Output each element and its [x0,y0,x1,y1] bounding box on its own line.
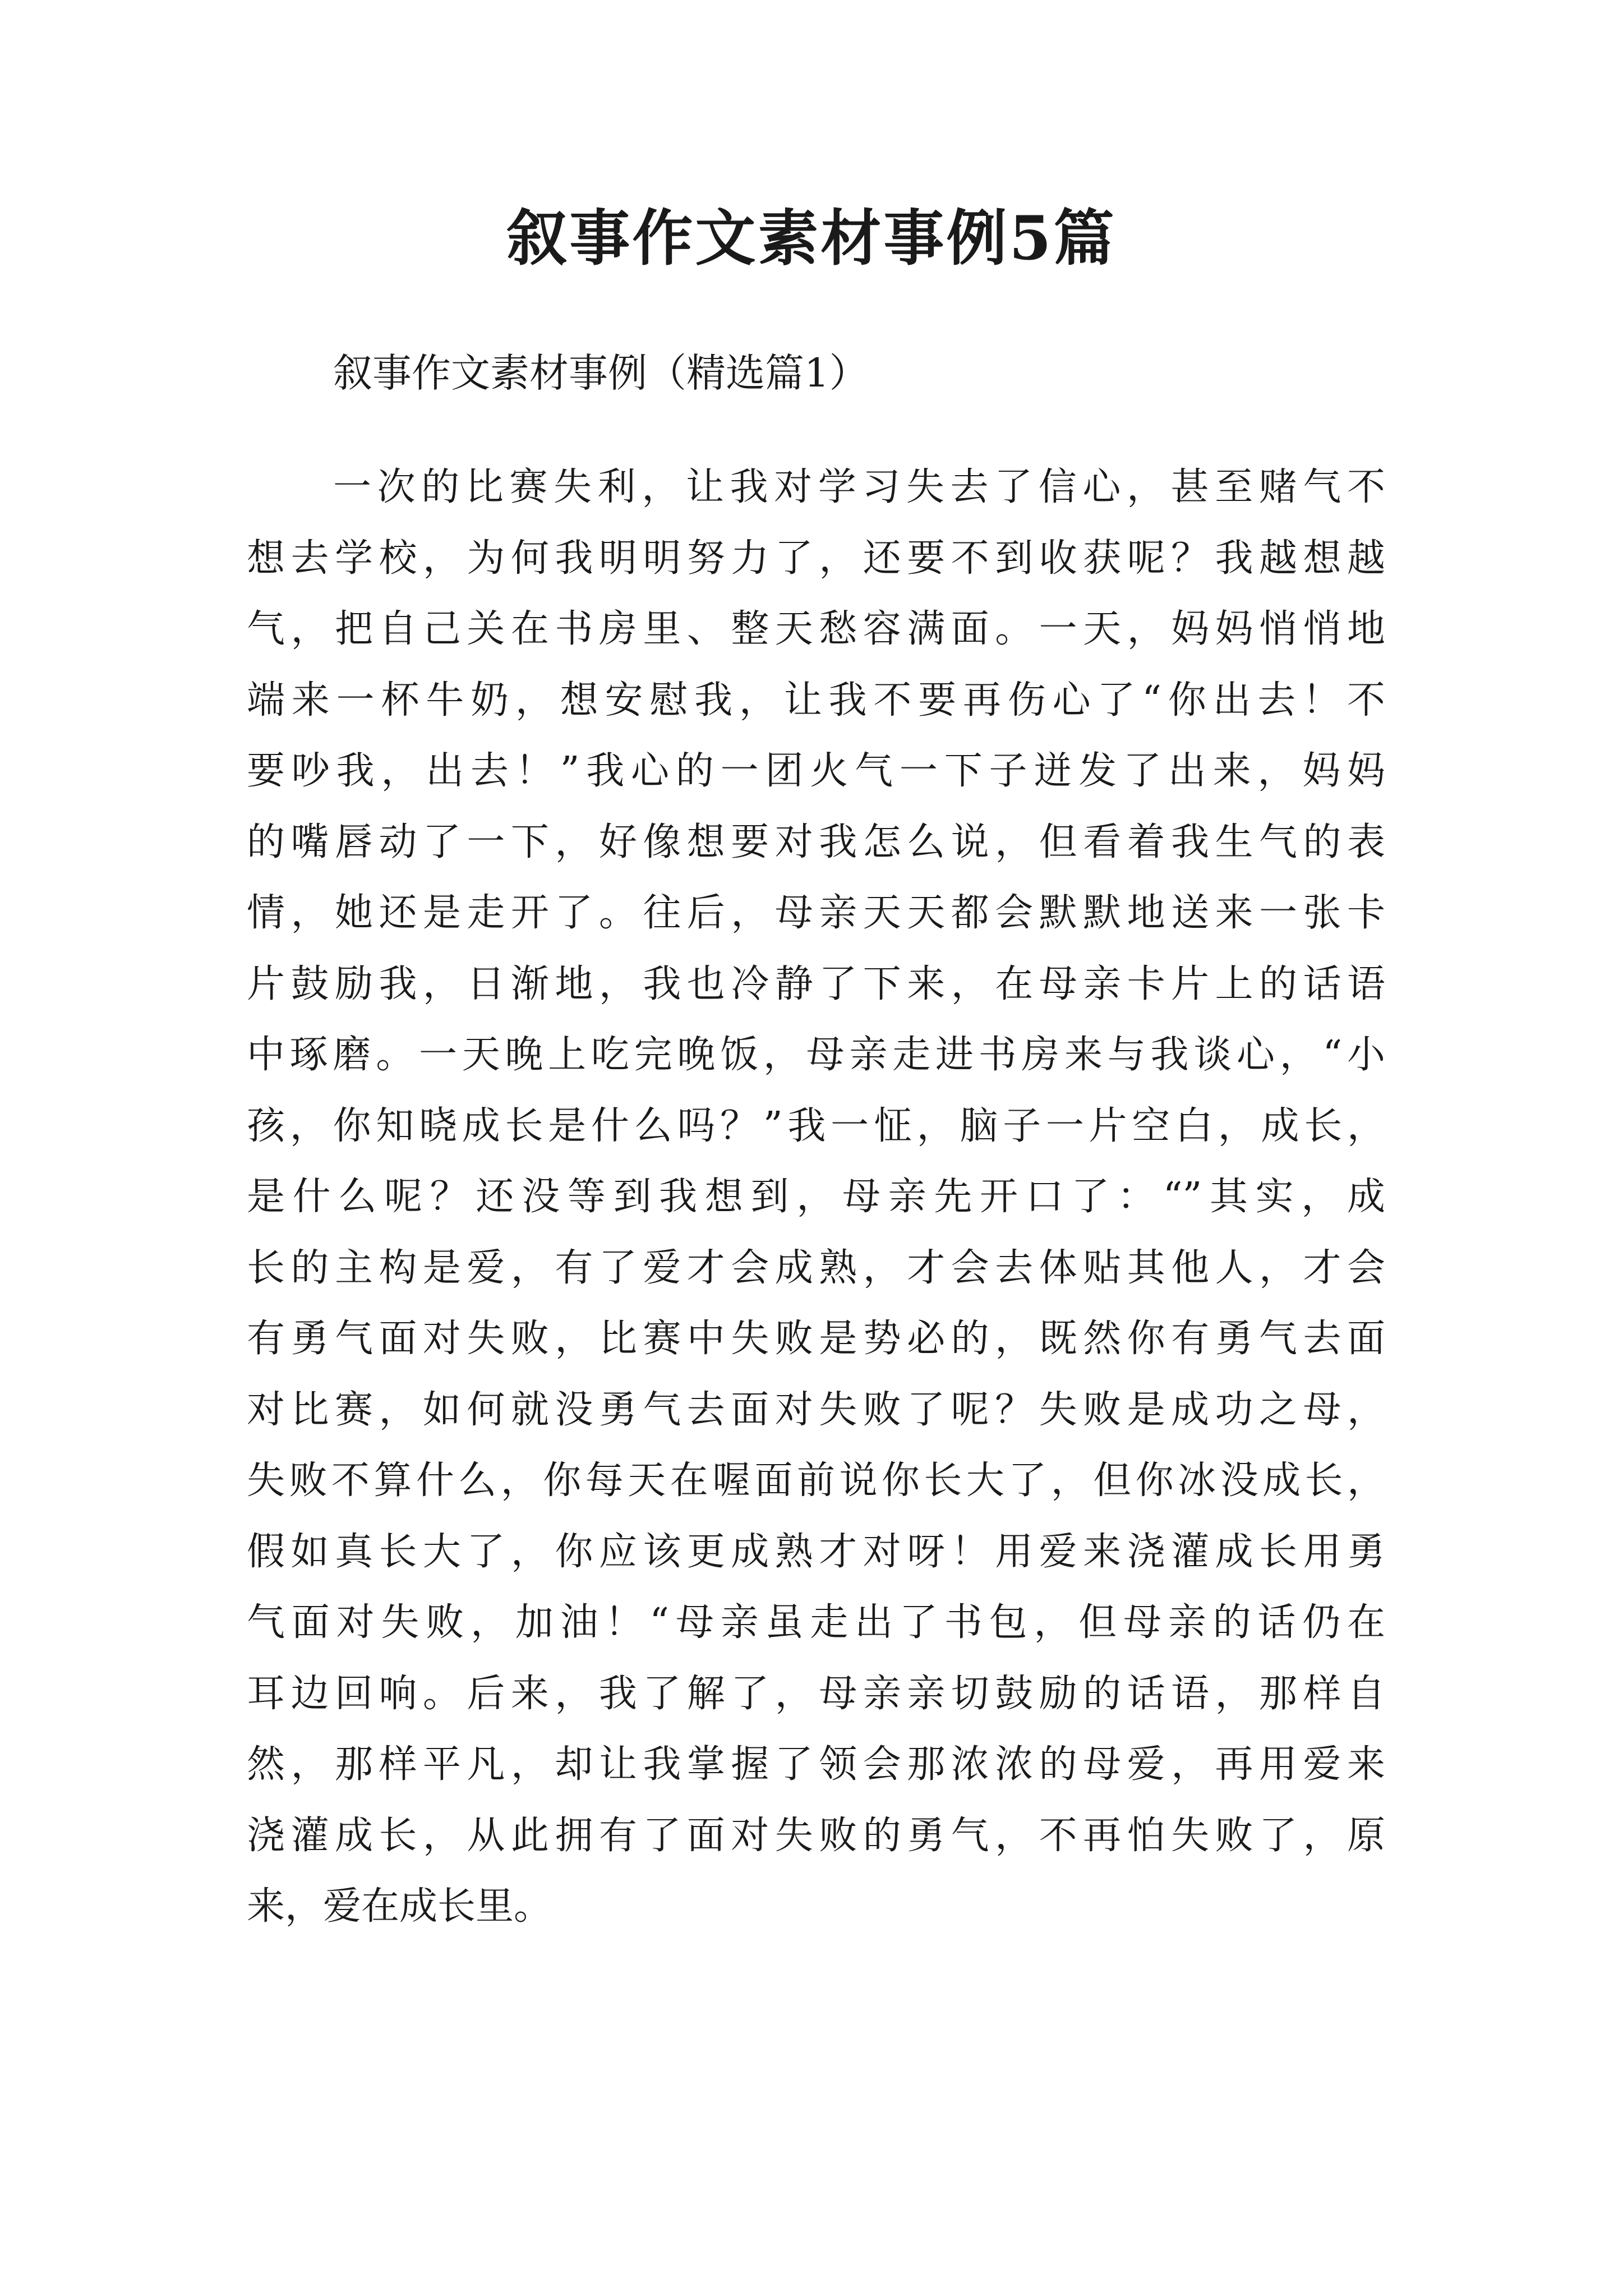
paragraph-line: 浇灌成长，从此拥有了面对失败的勇气，不再怕失败了，原 [247,1813,1385,1858]
paragraph-line: 端来一杯牛奶，想安慰我，让我不要再伤心了“你出去！不 [247,678,1385,723]
paragraph-line: 来，爱在成长里。 [247,1884,552,1929]
paragraph-line: 对比赛，如何就没勇气去面对失败了呢？失败是成功之母， [247,1387,1385,1432]
paragraph-line: 片鼓励我，日渐地，我也冷静了下来，在母亲卡片上的话语 [247,961,1385,1006]
paragraph-line: 然，那样平凡，却让我掌握了领会那浓浓的母爱，再用爱来 [247,1742,1385,1787]
paragraph-line: 失败不算什么，你每天在喔面前说你长大了，但你冰没成长， [247,1458,1385,1503]
paragraph-line: 是什么呢？还没等到我想到，母亲先开口了：“”其实，成 [247,1175,1385,1219]
paragraph-line: 要吵我，出去！”我心的一团火气一下子迸发了出来，妈妈 [247,749,1385,793]
paragraph-line: 的嘴唇动了一下，好像想要对我怎么说，但看着我生气的表 [247,820,1385,864]
paragraph-line: 有勇气面对失败，比赛中失败是势必的，既然你有勇气去面 [247,1317,1385,1361]
paragraph-line: 孩，你知晓成长是什么吗？”我一怔，脑子一片空白，成长， [247,1103,1385,1148]
paragraph-line: 假如真长大了，你应该更成熟才对呀！用爱来浇灌成长用勇 [247,1529,1385,1574]
paragraph-line: 气，把自己关在书房里、整天愁容满面。一天，妈妈悄悄地 [247,607,1385,651]
paragraph-line: 中琢磨。一天晚上吃完晚饭，母亲走进书房来与我谈心，“小 [247,1033,1385,1077]
paragraph-line: 想去学校，为何我明明努力了，还要不到收获呢？我越想越 [247,536,1385,581]
section-heading: 叙事作文素材事例（精选篇1） [333,350,869,396]
paragraph-line: 耳边回响。后来，我了解了，母亲亲切鼓励的话语，那样自 [247,1671,1385,1716]
paragraph-line: 情，她还是走开了。往后，母亲天天都会默默地送来一张卡 [247,891,1385,935]
paragraph-line: 气面对失败，加油！“母亲虽走出了书包，但母亲的话仍在 [247,1600,1385,1645]
body-paragraph [247,452,1385,1943]
paragraph-line: 长的主构是爱，有了爱才会成熟，才会去体贴其他人，才会 [247,1245,1385,1290]
document-title: 叙事作文素材事例5篇 [506,203,1117,274]
paragraph-line: 一次的比赛失利，让我对学习失去了信心，甚至赌气不 [333,465,1385,509]
